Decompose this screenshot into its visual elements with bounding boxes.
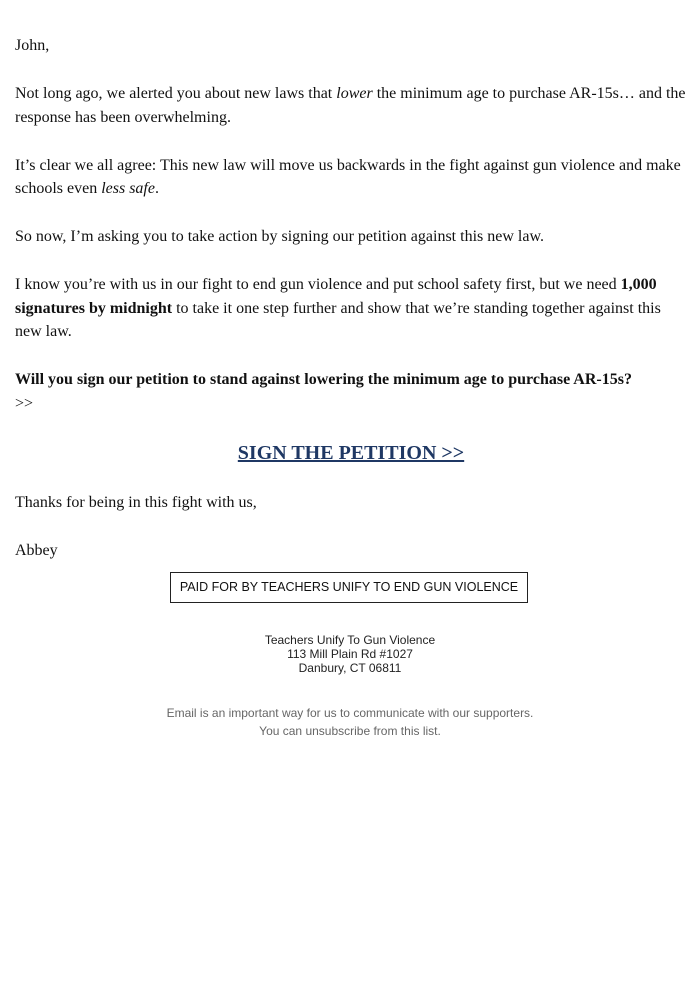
paragraph-alert <box>15 82 687 129</box>
paragraph-signatures-text-start: I know you’re with us in our fight to end gun violence and put school safety first, but we need <box>15 276 621 293</box>
paid-for-disclaimer: PAID FOR BY TEACHERS UNIFY TO END GUN VIOLENCE <box>170 572 528 603</box>
signature-goal: 1,000 signatures by midnight <box>15 276 657 317</box>
emphasis-lower: lower <box>336 85 373 102</box>
unsubscribe-link[interactable]: You can unsubscribe from this list. <box>259 724 441 738</box>
ask-arrows: >> <box>15 394 34 412</box>
paragraph-signatures-text-end: to take it one step further and show that we’re standing together against this new law. <box>15 299 661 340</box>
paragraph-agree <box>15 154 687 201</box>
greeting: John, <box>15 37 50 54</box>
sign-petition-link[interactable]: SIGN THE PETITION >> <box>237 442 465 464</box>
address-line-1: 113 Mill Plain Rd #1027 <box>287 647 413 661</box>
signature-name: Abbey <box>15 542 58 559</box>
email-note: Email is an important way for us to communicate with our supporters. <box>166 706 534 720</box>
org-name: Teachers Unify To Gun Violence <box>264 633 436 647</box>
footer-address <box>0 633 700 675</box>
paragraph-agree-text-end: . <box>154 180 159 197</box>
paragraph-alert-text-end: the minimum age to purchase AR-15s… and the response has been overwhelming. <box>15 85 686 126</box>
cta-container <box>15 439 687 469</box>
signoff: Thanks for being in this fight with us, <box>15 494 257 511</box>
email-body <box>15 34 687 587</box>
ask-question: Will you sign our petition to stand against lowering the minimum age to purchase AR-15s? <box>15 371 632 388</box>
paragraph-alert-text-start: Not long ago, we alerted you about new laws that <box>15 85 337 102</box>
footer-note <box>0 704 700 740</box>
paragraph-signatures <box>15 273 687 344</box>
emphasis-less-safe: less safe <box>101 180 155 197</box>
address-line-2: Danbury, CT 06811 <box>298 661 402 675</box>
paragraph-agree-text-start: It’s clear we all agree: This new law will move us backwards in the fight against gun violence and make schools even <box>15 156 681 197</box>
paragraph-ask <box>15 368 687 415</box>
paragraph-action: So now, I’m asking you to take action by signing our petition against this new law. <box>15 228 544 245</box>
